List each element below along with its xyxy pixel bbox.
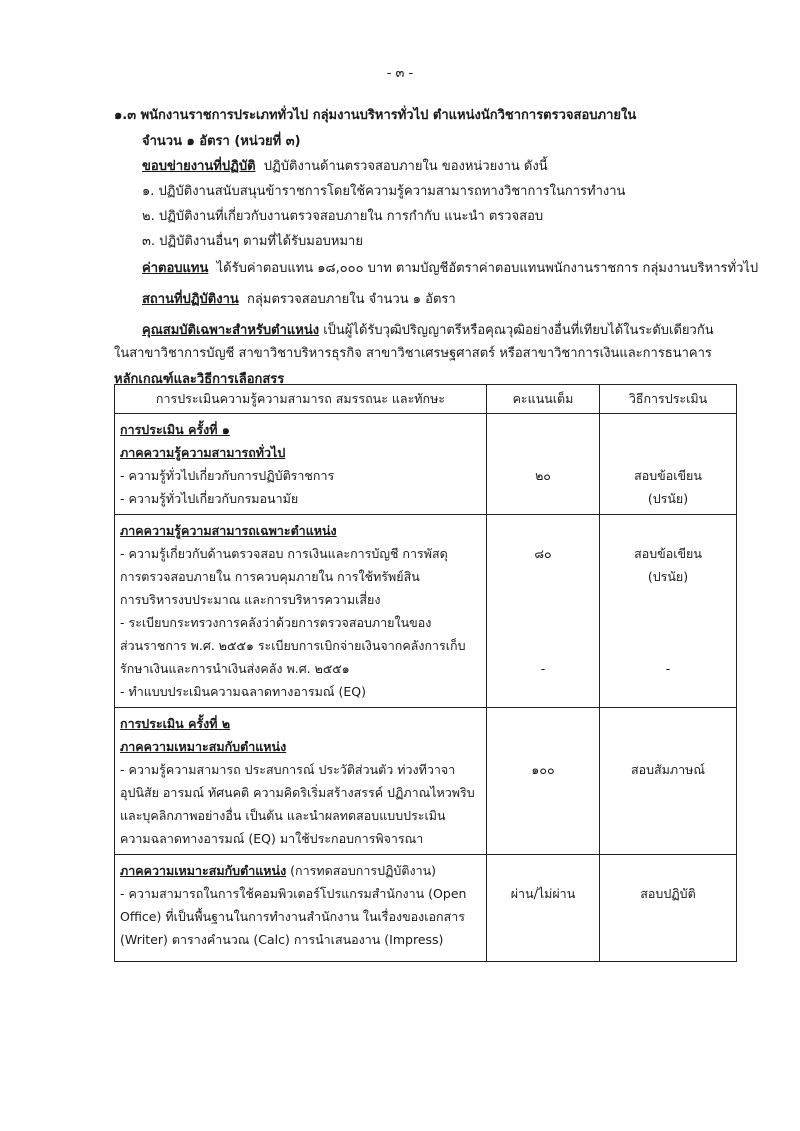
header-score: คะแนนเต็ม: [487, 385, 600, 414]
compensation-label: ค่าตอบแทน: [142, 261, 209, 276]
score-value: ๑๐๐: [531, 762, 555, 777]
workplace-line: [142, 288, 456, 309]
table-header-row: [115, 385, 737, 414]
method-value-sub: (ปรนัย): [647, 569, 689, 584]
workplace-text: กลุ่มตรวจสอบภายใน จำนวน ๑ อัตรา: [247, 292, 456, 307]
method-eq-value: -: [665, 661, 671, 676]
section-suitability: ภาคความเหมาะสมกับตำแหน่ง: [120, 739, 287, 754]
list-item: การบริหารงบประมาณ และการบริหารความเสี่ยง: [120, 592, 381, 607]
section-suitability-practical: ภาคความเหมาะสมกับตำแหน่ง: [120, 863, 287, 878]
section-practical-line: [120, 859, 481, 882]
header-method: วิธีการประเมิน: [600, 385, 737, 414]
list-item: - ความรู้ทั่วไปเกี่ยวกับกรมอนามัย: [120, 491, 299, 506]
score-eq-value: -: [540, 661, 546, 676]
table-row: [115, 708, 737, 855]
table-row: [115, 855, 737, 962]
list-item: รักษาเงินและการนำเงินส่งคลัง พ.ศ. ๒๕๕๑: [120, 661, 350, 676]
page-number: - ๓ -: [386, 66, 414, 81]
list-item: - ความรู้เกี่ยวกับด้านตรวจสอบ การเงินและการบัญชี การพัสดุ: [120, 546, 448, 561]
list-item: ส่วนราชการ พ.ศ. ๒๕๕๑ ระเบียบการเบิกจ่ายเงินจากคลังการเก็บ: [120, 638, 466, 653]
qualification-text-1: เป็นผู้ได้รับวุฒิปริญญาตรีหรือคุณวุฒิอย่างอื่นที่เทียบได้ในระดับเดียวกัน: [323, 323, 714, 338]
section-suffix: (การทดสอบการปฏิบัติงาน): [286, 863, 437, 878]
method-value: สอบปฏิบัติ: [640, 886, 696, 901]
criteria-title: หลักเกณฑ์และวิธีการเลือกสรร: [114, 372, 285, 387]
list-item: Office) ที่เป็นพื้นฐานในการทำงานสำนักงาน ในเรื่องของเอกสาร: [120, 909, 465, 924]
scope-item-1: ๑. ปฏิบัติงานสนับสนุนข้าราชการโดยใช้ความรู้ความสามารถทางวิชาการในการทำงาน: [142, 184, 626, 199]
position-title-line1: ๑.๓ พนักงานราชการประเภททั่วไป กลุ่มงานบริหารทั่วไป ตำแหน่งนักวิชาการตรวจสอบภายใน: [114, 108, 637, 123]
list-item: - ความรู้ทั่วไปเกี่ยวกับการปฏิบัติราชการ: [120, 468, 335, 483]
method-value: สอบข้อเขียน: [634, 468, 702, 483]
method-value: สอบสัมภาษณ์: [630, 762, 706, 777]
scope-item-3: ๓. ปฏิบัติงานอื่นๆ ตามที่ได้รับมอบหมาย: [142, 234, 363, 249]
position-title-line2: จำนวน ๑ อัตรา (หน่วยที่ ๓): [142, 134, 301, 149]
scope-item-2: ๒. ปฏิบัติงานที่เกี่ยวกับงานตรวจสอบภายใน การกำกับ แนะนำ ตรวจสอบ: [142, 209, 544, 224]
round-2-label: การประเมิน ครั้งที่ ๒: [120, 716, 231, 731]
workplace-label: สถานที่ปฏิบัติงาน: [142, 292, 239, 307]
table-row: [115, 414, 737, 515]
list-item: - ความรู้ความสามารถ ประสบการณ์ ประวัติส่วนตัว ท่วงทีวาจา: [120, 762, 456, 777]
scope-text: ปฏิบัติงานด้านตรวจสอบภายใน ของหน่วยงาน ดังนี้: [263, 159, 548, 174]
list-item: (Writer) ตารางคำนวณ (Calc) การนำเสนองาน (Impress): [120, 932, 444, 947]
method-value: สอบข้อเขียน: [634, 546, 702, 561]
list-item: ความฉลาดทางอารมณ์ (EQ) มาใช้ประกอบการพิจารณา: [120, 831, 424, 846]
list-item: และบุคลิกภาพอย่างอื่น เป็นต้น และนำผลทดสอบแบบประเมิน: [120, 808, 446, 823]
score-value: ๘๐: [534, 546, 552, 561]
table-row: [115, 515, 737, 708]
list-item: - ระเบียบกระทรวงการคลังว่าด้วยการตรวจสอบภายในของ: [120, 615, 432, 630]
list-item: - ทำแบบประเมินความฉลาดทางอารมณ์ (EQ): [120, 684, 366, 699]
compensation-text: ได้รับค่าตอบแทน ๑๘,๐๐๐ บาท ตามบัญชีอัตราค่าตอบแทนพนักงานราชการ กลุ่มงานบริหารทั่วไป: [216, 261, 759, 276]
list-item: อุปนิสัย อารมณ์ ทัศนคติ ความคิดริเริ่มสร้างสรรค์ ปฏิภาณไหวพริบ: [120, 785, 475, 800]
round-1-label: การประเมิน ครั้งที่ ๑: [120, 422, 230, 437]
score-value: ๒๐: [535, 468, 551, 483]
scope-label: ขอบข่ายงานที่ปฏิบัติ: [142, 159, 256, 174]
compensation-line: [142, 257, 758, 278]
list-item: - ความสามารถในการใช้คอมพิวเตอร์โปรแกรมสำนักงาน (Open: [120, 886, 467, 901]
score-value: ผ่าน/ไม่ผ่าน: [510, 886, 576, 901]
criteria-table: [114, 384, 737, 962]
header-assessment: การประเมินความรู้ความสามารถ สมรรถนะ และทักษะ: [115, 385, 487, 414]
qualification-line2: ในสาขาวิชาการบัญชี สาขาวิชาบริหารธุรกิจ สาขาวิชาเศรษฐศาสตร์ หรือสาขาวิชาการเงินและการธนาคาร: [114, 346, 712, 361]
method-value-sub: (ปรนัย): [647, 491, 689, 506]
qualification-label: คุณสมบัติเฉพาะสำหรับตำแหน่ง: [142, 323, 320, 338]
section-general-knowledge: ภาคความรู้ความสามารถทั่วไป: [120, 445, 286, 460]
scope-line: [142, 155, 548, 176]
section-specific-knowledge: ภาคความรู้ความสามารถเฉพาะตำแหน่ง: [120, 523, 337, 538]
qualification-line1: [142, 319, 714, 340]
list-item: การตรวจสอบภายใน การควบคุมภายใน การใช้ทรัพย์สิน: [120, 569, 420, 584]
